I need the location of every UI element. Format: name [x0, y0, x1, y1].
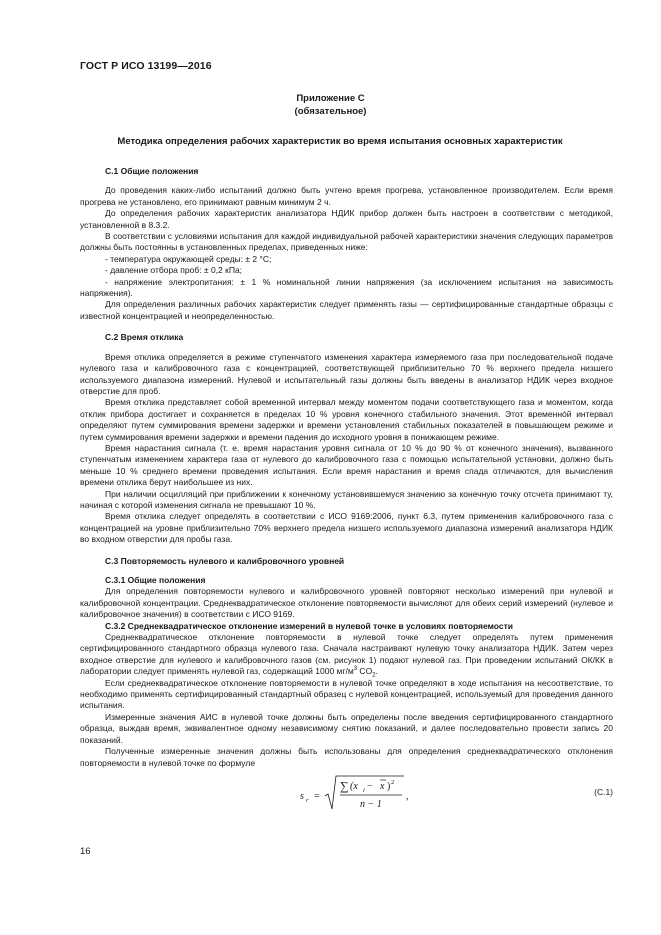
section-c3-heading: С.3 Повторяемость нулевого и калибровочного уровней [105, 555, 345, 566]
paragraph: До определения рабочих характеристик анализатора НДИК прибор должен быть настроен в соответствии с методикой, установленной в 8.3.2. [80, 208, 613, 230]
paragraph: В соответствии с условиями испытания для каждой индивидуальной рабочей характеристики значения следующих параметров должны быть постоянны в установленных пределах, приведенных ниже: [80, 231, 613, 253]
paragraph: Время отклика определяется в режиме ступенчатого изменения характера измеряемого газа при последовательной подаче нулевого газа и калибровочного газа с концентрацией, соответствующей приблизительно 70 % верхнего предела низшего используемого диапазона измерений. Нулевой и испытательный газы должны быть введены в анализатор НДИК через входное отверстие для проб. [80, 351, 613, 396]
document-title: Методика определения рабочих характеристик во время испытания основных характеристик [117, 136, 563, 147]
document-body [80, 166, 613, 821]
list-item: - напряжение электропитания: ± 1 % номинальной линии напряжения (за исключением испытания на зависимость напряжения). [80, 276, 613, 299]
standard-number: ГОСТ Р ИСО 13199—2016 [80, 60, 212, 72]
list-item: - температура окружающей среды: ± 2 °С; [105, 253, 272, 264]
appendix-title: Приложение С [296, 93, 365, 104]
paragraph: Для определения различных рабочих характеристик следует применять газы — сертифицированные стандартные образцы с известной концентрацией и неопределенностью. [80, 299, 613, 321]
appendix-status: (обязательное) [294, 106, 367, 117]
page-number: 16 [80, 846, 91, 857]
formula-close: ) [387, 780, 391, 792]
formula-image [300, 773, 470, 821]
paragraph: Измеренные значения АИС в нулевой точке должны быть определены после введения сертифицированного стандартного образца, выждав время, эквивалентное одному независимому снятию показаний, и далее последовательно провести запись 20 показаний. [80, 711, 613, 745]
appendix-heading [0, 92, 661, 118]
formula-c1 [80, 773, 613, 821]
formula-term-sub: i [363, 786, 365, 794]
formula-xbar: x [380, 780, 385, 792]
paragraph: Для определения повторяемости нулевого и калибровочного уровней повторяют несколько измерений при нулевой и калибровочной концентрации. Среднеквадратическое отклонение повторяемости вычисляют для обеих серий измерений (нулевое и калибровочное значения) в соответствии с ИСО 9169. [80, 586, 613, 620]
equation-number: (С.1) [594, 786, 613, 797]
paragraph: Полученные измеренные значения должны быть использованы для определения среднеквадратического отклонения повторяемости в нулевой точке по формуле [80, 746, 613, 768]
section-c1-heading: С.1 Общие положения [105, 166, 199, 176]
paragraph: Среднеквадратическое отклонение повторяемости в нулевой точке следует определять путем применения сертифицированного стандартного образца нулевого газа. Сначала настраивают нулевую точку анализатора НДИК. Затем через входное отверстие для нулевого и калибровочного газов (см. рисунок 1) подают нулевой газ. При проведении испытаний ОК/КК в лаборатории следует применять нулевой газ, содержащий 1000 $мг/м^3$ $CO_2$. [80, 632, 613, 679]
formula-term: (x [350, 780, 358, 792]
paragraph: При наличии осцилляций при приближении к конечному установившемуся значению за конечную точку отсчета принимают ту, начиная с которой изменения сигнала не превышают 10 %. [80, 488, 613, 510]
list-item: - давление отбора проб: ± 0,2 кПа; [105, 265, 243, 276]
section-c32-heading: С.3.2 Среднеквадратическое отклонение измерений в нулевой точке в условиях повторяемости [105, 620, 513, 631]
section-c31-heading: С.3.1 Общие положения [105, 575, 206, 585]
formula-lhs-sub: r [306, 796, 309, 804]
section-c2-heading: С.2 Время отклика [105, 332, 184, 343]
paragraph: Время отклика представляет собой временной интервал между моментом подачи соответствующего газа и моментом, когда отклик прибора достигает и сохраняется в пределах 10 % уровня конечного стабильного значения. Этот временнóй интервал определяют путем суммирования времени задержки и времени установления стабильных показателей в повышающем режиме и путем суммирования времени задержки и времени падения до исходного уровня в понижающем режиме. [80, 397, 613, 442]
paragraph: Время отклика следует определять в соответствии с ИСО 9169:2006, пункт 6.3, путем применения калибровочного газа с концентрацией на уровне приблизительно 70% верхнего предела низшего используемого диапазона измерений анализатора НДИК во входном отверстии для пробы газа. [80, 511, 613, 545]
svg-text:,: , [406, 790, 409, 802]
formula-denominator: n − 1 [360, 798, 382, 810]
formula-square: 2 [391, 778, 395, 786]
formula-sum: ∑ [340, 778, 349, 793]
formula-minus: − [367, 780, 373, 792]
formula-lhs: s [300, 790, 304, 802]
svg-text:=: = [314, 790, 320, 802]
paragraph: До проведения каких-либо испытаний должно быть учтено время прогрева, установленное производителем. Если время прогрева не установлено, его принимают равным минимум 2 ч. [80, 185, 613, 207]
paragraph: Если среднеквадратическое отклонение повторяемости в нулевой точке определяют в ходе испытания на несоответствие, то необходимо применять сертифицированный стандартный образец с нулевой концентрацией, используемый для проведения данного испытания. [80, 677, 613, 711]
paragraph: Время нарастания сигнала (т. е. время нарастания уровня сигнала от 10 % до 90 % от конечного значения), вызванного ступенчатым изменением характера газа от нулевого до калибровочного газа с помощью испытательной установки, должно быть меньше 10 % среднего времени проведения испытания. Если время нарастания и время спада отличаются, для вычисления времени отклика берут наибольшее из них. [80, 442, 613, 488]
